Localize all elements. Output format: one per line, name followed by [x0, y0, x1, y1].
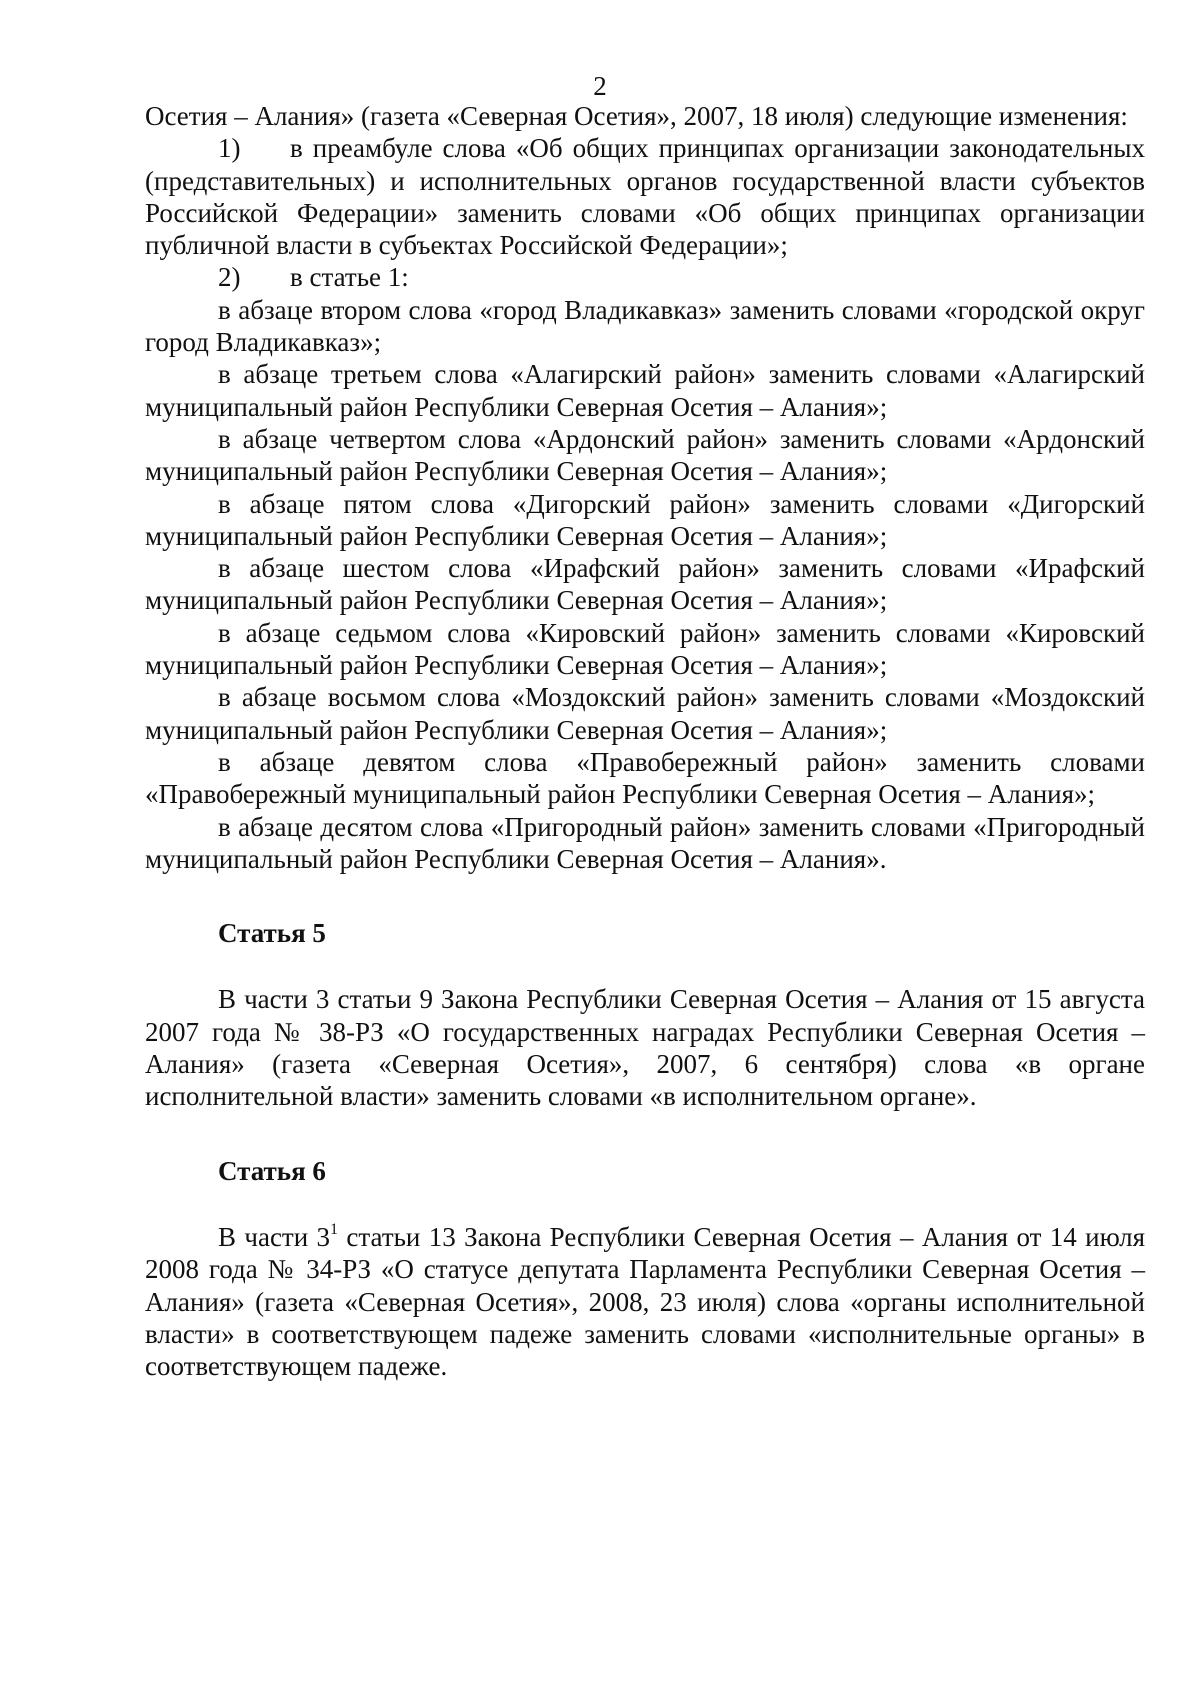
amendment-paragraph: в абзаце пятом слова «Дигорский район» заменить словами «Дигорский муниципальный район Республики Северная Осетия – Алания»;	[145, 488, 1145, 551]
amendment-paragraph: в абзаце четвертом слова «Ардонский район» заменить словами «Ардонский муниципальный район Республики Северная Осетия – Алания»;	[145, 423, 1145, 487]
amendment-paragraph: в абзаце девятом слова «Правобережный район» заменить словами «Правобережный муниципальный район Республики Северная Осетия – Алания»;	[145, 746, 1145, 810]
amendment-paragraph: в абзаце седьмом слова «Кировский район» заменить словами «Кировский муниципальный район Республики Северная Осетия – Алания»;	[145, 617, 1145, 681]
list-item-2-number: 2)	[218, 262, 241, 293]
article-5-text: В части 3 статьи 9 Закона Республики Северная Осетия – Алания от 15 августа 2007 года № 38-РЗ «О государственных наградах Республики Северная Осетия – Алания» (газета «Северная Осетия», 2007, 6 сентября) слова «в органе исполнительной власти» заменить словами «в исполнительном органе».	[145, 984, 1145, 1112]
article-5-heading: Статья 5	[218, 918, 326, 949]
list-item-1-number: 1)	[218, 133, 241, 164]
article-6-text-start: В части 3	[218, 1221, 331, 1252]
amendment-paragraph: в абзаце шестом слова «Ирафский район» заменить словами «Ирафский муниципальный район Республики Северная Осетия – Алания»;	[145, 553, 1145, 616]
page-number: 2	[593, 71, 607, 101]
article-6-text-end: статьи 13 Закона Республики Северная Осетия – Алания от 14 июля 2008 года № 34-РЗ «О статусе депутата Парламента Республики Северная Осетия – Алания» (газета «Северная Осетия», 2008, 23 июля) слова «органы исполнительной власти» в соответствующем падеже заменить словами «исполнительные органы» в соответствующем падеже.	[145, 1221, 1145, 1382]
amendment-paragraph: в абзаце втором слова «город Владикавказ» заменить словами «городской округ город Владикавказ»;	[145, 294, 1145, 358]
amendment-paragraph: в абзаце третьем слова «Алагирский район» заменить словами «Алагирский муниципальный район Республики Северная Осетия – Алания»;	[145, 359, 1145, 422]
list-item-1	[145, 132, 1145, 261]
list-item-2-text: в статье 1:	[290, 262, 409, 293]
article-6-heading: Статья 6	[218, 1155, 326, 1186]
intro-paragraph: Осетия – Алания» (газета «Северная Осетия», 2007, 18 июля) следующие изменения:	[145, 101, 1128, 131]
article-6-superscript: 1	[330, 1220, 339, 1238]
document-body	[145, 100, 1145, 1382]
list-item-2	[145, 261, 1145, 293]
amendment-paragraph: в абзаце десятом слова «Пригородный район» заменить словами «Пригородный муниципальный район Республики Северная Осетия – Алания».	[145, 811, 1145, 874]
article-6-text	[145, 1221, 1145, 1382]
amendment-paragraph: в абзаце восьмом слова «Моздокский район» заменить словами «Моздокский муниципальный район Республики Северная Осетия – Алания»;	[145, 682, 1145, 745]
list-item-1-text: в преамбуле слова «Об общих принципах организации законодательных (представительных) и исполнительных органов государственной власти субъектов Российской Федерации» заменить словами «Об общих принципах организации публичной власти в субъектах Российской Федерации»;	[145, 133, 1145, 261]
